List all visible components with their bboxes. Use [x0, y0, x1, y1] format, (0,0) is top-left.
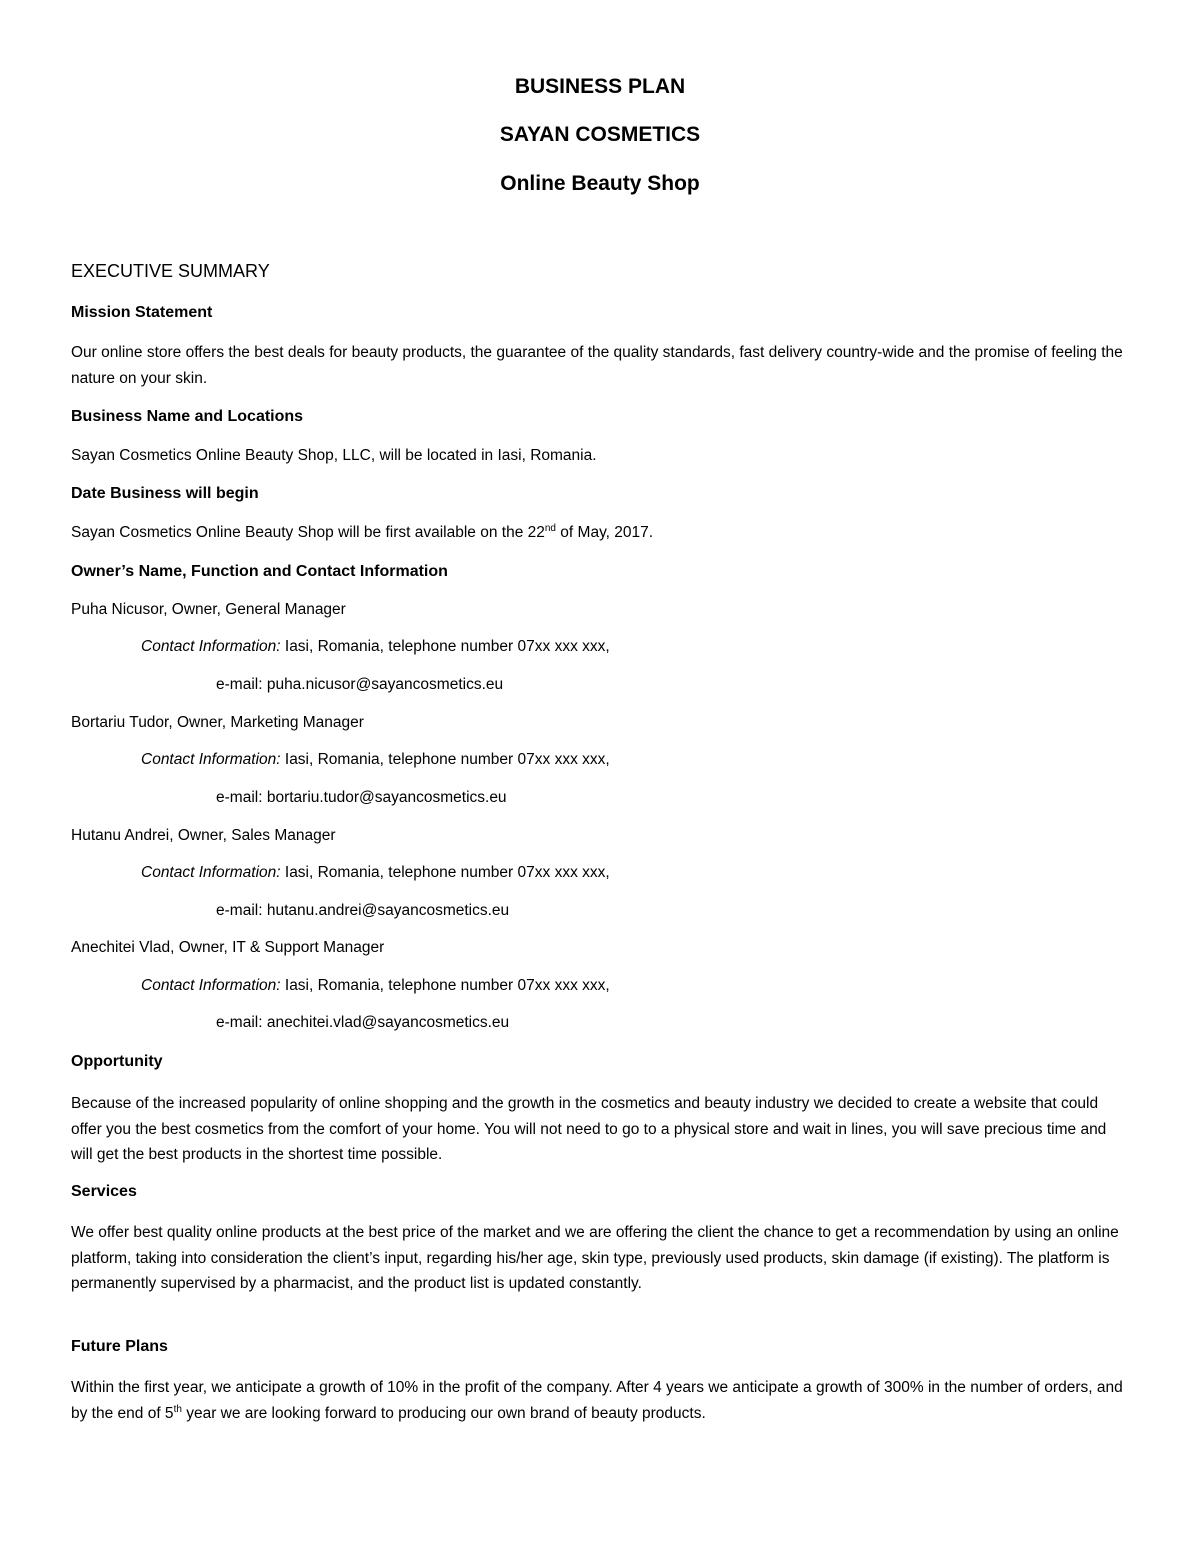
- date-text: Sayan Cosmetics Online Beauty Shop will be first available on the 22nd of May, 2017.: [71, 522, 654, 541]
- owner-name: Puha Nicusor, Owner, General Manager: [71, 601, 346, 618]
- future-plans-heading: Future Plans: [71, 1338, 168, 1355]
- owners-heading: Owner’s Name, Function and Contact Information: [71, 563, 448, 580]
- owner-name: Anechitei Vlad, Owner, IT & Support Manager: [71, 939, 385, 956]
- doc-title: BUSINESS PLAN: [514, 75, 686, 98]
- opportunity-heading: Opportunity: [71, 1053, 163, 1070]
- mission-heading: Mission Statement: [71, 304, 213, 321]
- owner-email: e-mail: anechitei.vlad@sayancosmetics.eu: [216, 1014, 510, 1031]
- owner-name: Bortariu Tudor, Owner, Marketing Manager: [71, 714, 364, 731]
- owner-contact: Contact Information: Iasi, Romania, telephone number 07xx xxx xxx,: [141, 977, 610, 994]
- owner-contact: Contact Information: Iasi, Romania, telephone number 07xx xxx xxx,: [141, 751, 610, 768]
- owner-email: e-mail: hutanu.andrei@sayancosmetics.eu: [216, 902, 510, 919]
- services-text: We offer best quality online products at the best price of the market and we are offering the client the chance to get a recommendation by using an online platform, taking into consideration the client’s input, regarding his/her age, skin type, previously used products, skin damage (if existing). The platform is permanently supervised by a pharmacist, and the product list is updated constantly.: [71, 1224, 1119, 1293]
- business-text: Sayan Cosmetics Online Beauty Shop, LLC, will be located in Iasi, Romania.: [71, 447, 597, 464]
- owner-email: e-mail: puha.nicusor@sayancosmetics.eu: [216, 676, 504, 693]
- date-heading: Date Business will begin: [71, 485, 259, 502]
- owner-contact: Contact Information: Iasi, Romania, telephone number 07xx xxx xxx,: [141, 638, 610, 655]
- opportunity-text: Because of the increased popularity of online shopping and the growth in the cosmetics and beauty industry we decided to create a website that could offer you the best cosmetics from the comfort of your home. You will not need to go to a physical store and wait in lines, you will save precious time and will get the best products in the shortest time possible.: [71, 1095, 1107, 1164]
- owner-email: e-mail: bortariu.tudor@sayancosmetics.eu: [216, 789, 507, 806]
- section-heading-executive-summary: EXECUTIVE SUMMARY: [71, 261, 270, 281]
- future-plans-text: Within the first year, we anticipate a growth of 10% in the profit of the company. After 4 years we anticipate a growth of 300% in the number of orders, and by the end of 5th year we are looking forward to producing our own brand of beauty products.: [71, 1379, 1123, 1422]
- business-heading: Business Name and Locations: [71, 408, 304, 425]
- owner-contact: Contact Information: Iasi, Romania, telephone number 07xx xxx xxx,: [141, 864, 610, 881]
- owner-name: Hutanu Andrei, Owner, Sales Manager: [71, 827, 336, 844]
- doc-subtitle: Online Beauty Shop: [500, 172, 700, 195]
- services-heading: Services: [71, 1183, 137, 1200]
- mission-text: Our online store offers the best deals for beauty products, the guarantee of the quality standards, fast delivery country-wide and the promise of feeling the nature on your skin.: [71, 344, 1123, 387]
- company-name: SAYAN COSMETICS: [499, 123, 701, 146]
